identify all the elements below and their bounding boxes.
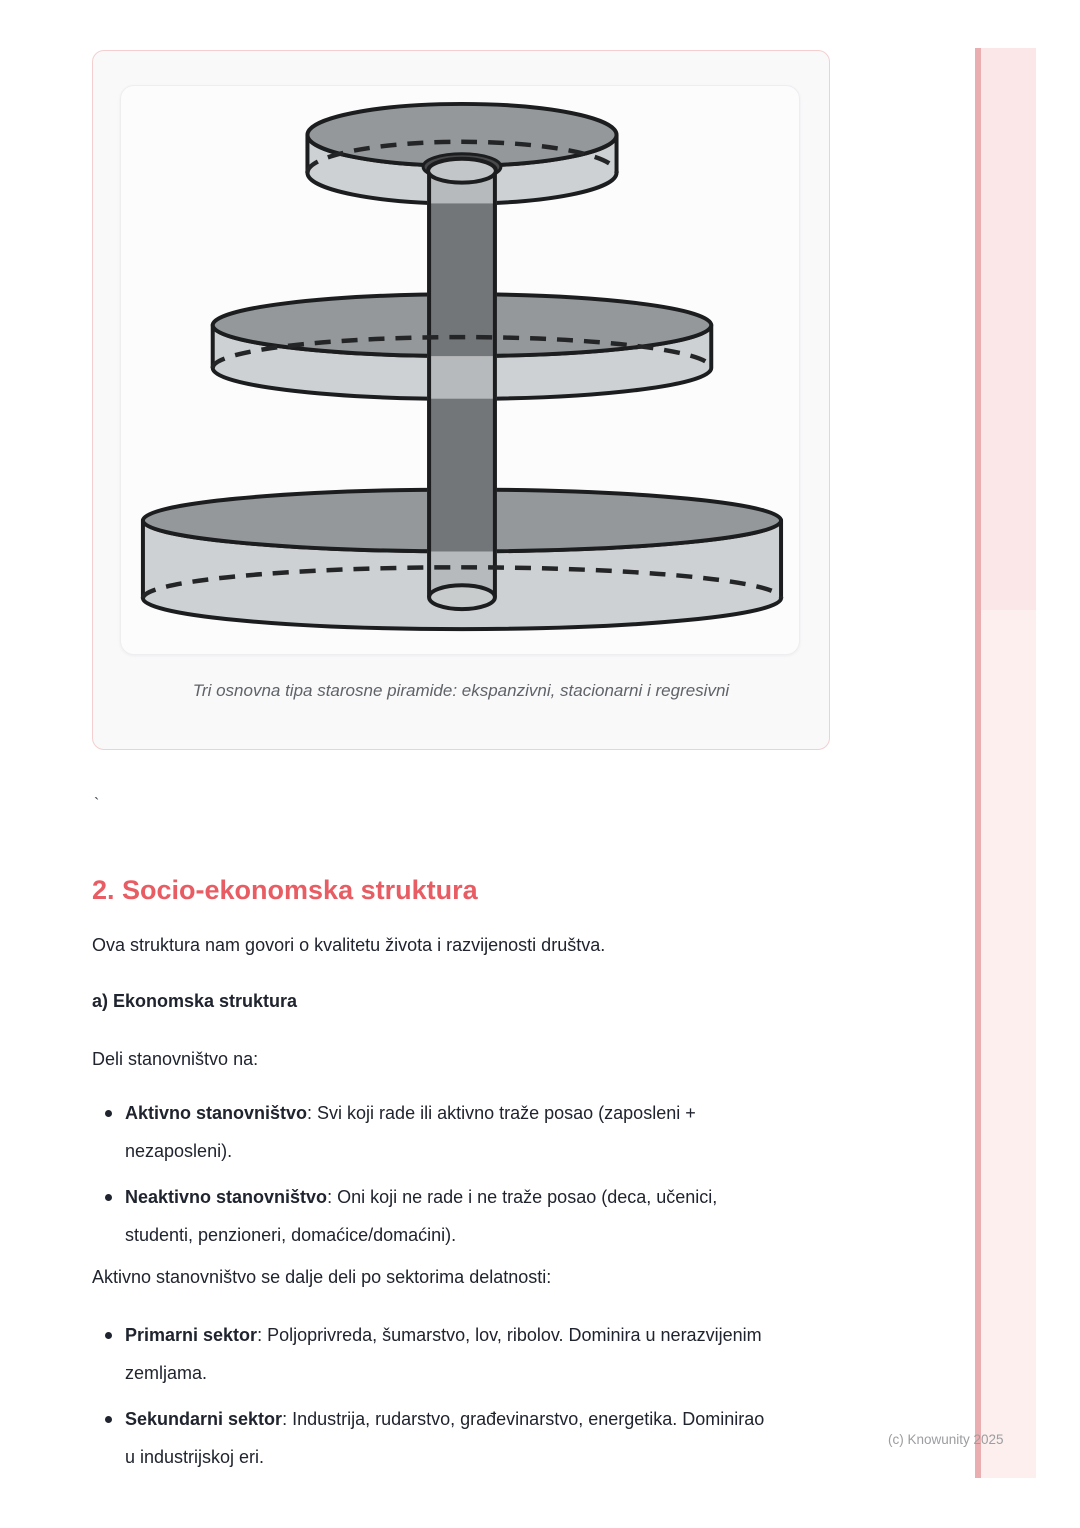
lead-in-paragraph: Deli stanovništvo na: bbox=[92, 1049, 259, 1069]
list-item-term: Aktivno stanovništvo bbox=[125, 1103, 308, 1123]
accent-band-lower bbox=[981, 610, 1036, 1478]
bullet-dot bbox=[105, 1194, 112, 1201]
lead-in-paragraph: Aktivno stanovništvo se dalje deli po sektorima delatnosti: bbox=[92, 1267, 552, 1287]
list-item-term: Sekundarni sektor bbox=[125, 1409, 283, 1429]
list-item-text: : Svi koji rade ili aktivno traže posao (zaposleni + nezaposleni). bbox=[125, 1103, 696, 1161]
bullet-dot bbox=[105, 1110, 112, 1117]
population-split-list bbox=[92, 1094, 832, 1262]
list-item-text: : Poljoprivreda, šumarstvo, lov, ribolov. Dominira u nerazvijenim zemljama. bbox=[125, 1325, 762, 1383]
accent-band-line bbox=[975, 48, 981, 1478]
list-item-text: : Oni koji ne rade i ne traže posao (deca, učenici, studenti, penzioneri, domaćice/domaćini). bbox=[125, 1187, 718, 1245]
figure-panel bbox=[120, 85, 800, 655]
figure-caption: Tri osnovna tipa starosne piramide: ekspanzivni, stacionarni i regresivni bbox=[192, 681, 730, 700]
list-item bbox=[92, 1316, 832, 1392]
section-heading: 2. Socio-ekonomska struktura bbox=[92, 875, 478, 905]
copyright-watermark: (c) Knowunity 2025 bbox=[888, 1432, 1004, 1447]
tiered-stand-illustration bbox=[121, 86, 799, 654]
list-item-term: Primarni sektor bbox=[125, 1325, 258, 1345]
list-item bbox=[92, 1400, 832, 1476]
list-item bbox=[92, 1178, 832, 1254]
sectors-list bbox=[92, 1316, 832, 1484]
figure-card bbox=[92, 50, 830, 750]
list-item-term: Neaktivno stanovništvo bbox=[125, 1187, 328, 1207]
page-accent-band bbox=[975, 48, 1036, 1478]
intro-paragraph: Ova struktura nam govori o kvalitetu života i razvijenosti društva. bbox=[92, 935, 606, 955]
accent-band-upper bbox=[981, 48, 1036, 610]
bullet-dot bbox=[105, 1332, 112, 1339]
list-item-text: : Industrija, rudarstvo, građevinarstvo, energetika. Dominirao u industrijskoj eri. bbox=[125, 1409, 765, 1467]
stray-backtick: ` bbox=[94, 796, 100, 813]
list-item bbox=[92, 1094, 832, 1170]
bullet-dot bbox=[105, 1416, 112, 1423]
sub-heading: a) Ekonomska struktura bbox=[92, 991, 298, 1011]
